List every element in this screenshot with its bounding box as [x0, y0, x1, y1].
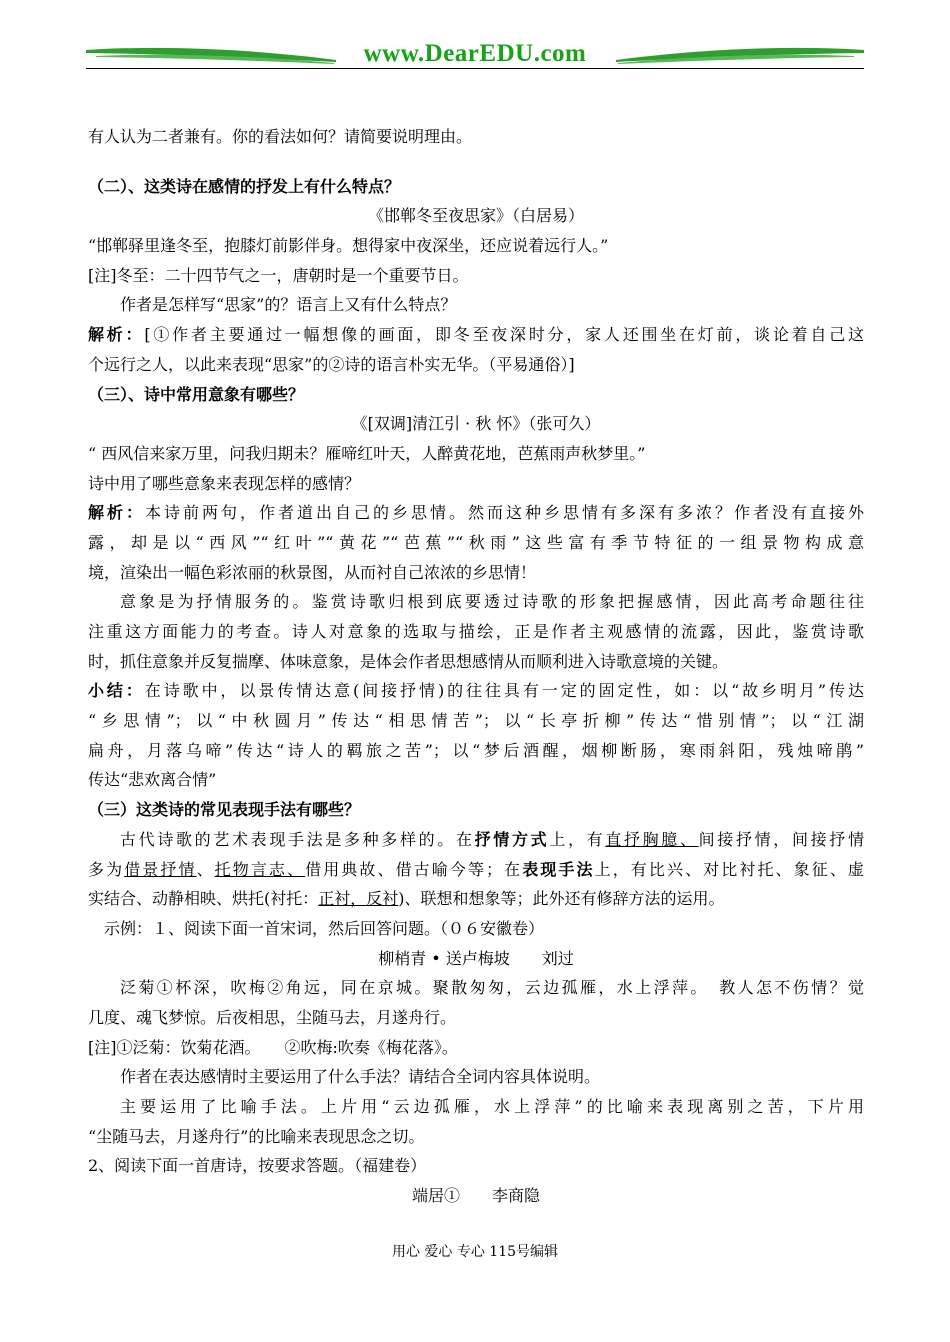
analysis-line: 解析：[①作者主要通过一幅想像的画面，即冬至夜深时分，家人还围坐在灯前，谈论着自己这 [88, 325, 864, 345]
analysis-line: 境，渲染出一幅色彩浓丽的秋景图，从而衬自己浓浓的乡思情！ [88, 562, 537, 582]
analysis-line: 露，却是以“西风”“红叶”“黄花”“芭蕉”“秋雨”这些富有季节特征的一组景物构成意 [88, 532, 864, 552]
section-heading: （二）、这类诗在感情的抒发上有什么特点？ [88, 176, 401, 196]
question: 诗中用了哪些意象来表现怎样的感情？ [88, 473, 361, 493]
poem-note: [注]①泛菊：饮菊花酒。 ②吹梅:吹奏《梅花落》。 [88, 1037, 458, 1057]
question: 作者是怎样写“思家”的？语言上又有什么特点？ [120, 295, 457, 315]
summary-line: “乡思情”；以“中秋圆月”传达“相思情苦”；以“长亭折柳”传达“惜别情”；以“江湖 [88, 711, 864, 731]
paragraph-line: 意象是为抒情服务的。鉴赏诗歌归根到底要透过诗歌的形象把握感情，因此高考命题往往 [120, 592, 864, 612]
answer-line: 主要运用了比喻手法。上片用“云边孤雁，水上浮萍”的比喻来表现离别之苦，下片用 [120, 1097, 864, 1116]
section-heading: （三）、诗中常用意象有哪些？ [88, 384, 305, 404]
example-line: 示例：１、阅读下面一首宋词，然后回答问题。（０６安徽卷） [104, 918, 545, 938]
poem-title: 《[双调]清江引 · 秋 怀》（张可久） [351, 414, 601, 434]
analysis-line: 个远行之人，以此来表现“思家”的②诗的语言朴实无华。（平易通俗）] [88, 354, 575, 374]
poem-text: “邯郸驿里逢冬至，抱膝灯前影伴身。想得家中夜深坐，还应说着远行人。” [88, 236, 609, 256]
document-body [88, 122, 864, 1211]
paragraph-line: 多为借景抒情、托物言志、借用典故、借古喻今等；在表现手法上，有比兴、对比衬托、象征、虚 [88, 859, 864, 879]
analysis-line: 解析：本诗前两句，作者道出自己的乡思情。然而这种乡思情有多深有多浓？作者没有直接外 [88, 503, 864, 523]
poem-title: 端居① 李商隐 [411, 1186, 540, 1206]
poem-title: 柳梢青 • 送卢梅坡 刘过 [378, 948, 574, 968]
poem-text: “ 西风信来家万里，问我归期未？雁啼红叶天，人醉黄花地，芭蕉雨声秋梦里。” [88, 443, 646, 463]
summary-line: 小结：在诗歌中，以景传情达意(间接抒情)的往往具有一定的固定性，如：以“故乡明月”传达 [88, 681, 864, 701]
text-line: 有人认为二者兼有。你的看法如何？请简要说明理由。 [88, 127, 473, 146]
poem-text: 几度、魂飞梦惊。后夜相思，尘随马去，月遂舟行。 [88, 1007, 457, 1027]
site-header [86, 38, 864, 72]
header-divider [86, 68, 864, 69]
page-footer: 用心 爱心 专心 115号编辑 [391, 1244, 559, 1260]
poem-title: 《邯郸冬至夜思家》（白居易） [367, 206, 584, 226]
example-line: 2、阅读下面一首唐诗，按要求答题。（福建卷） [88, 1156, 427, 1176]
site-logo: www.DearEDU.com [86, 40, 864, 68]
paragraph-line: 注重这方面能力的考查。诗人对意象的选取与描绘，正是作者主观感情的流露，因此，鉴赏诗歌 [88, 622, 864, 641]
paragraph-line: 时，抓住意象并反复揣摩、体味意象，是体会作者思想感情从而顺利进入诗歌意境的关键。 [88, 651, 729, 671]
paragraph-line: 古代诗歌的艺术表现手法是多种多样的。在抒情方式上，有直抒胸臆、间接抒情，间接抒情 [120, 829, 864, 849]
answer-line: “尘随马去，月遂舟行”的比喻来表现思念之切。 [88, 1126, 425, 1146]
poem-note: [注]冬至：二十四节气之一，唐朝时是一个重要节日。 [88, 265, 469, 285]
summary-line: 传达“悲欢离合情” [88, 770, 217, 790]
question: 作者在表达感情时主要运用了什么手法？请结合全词内容具体说明。 [120, 1067, 601, 1087]
section-heading: （三）这类诗的常见表现手法有哪些？ [88, 800, 361, 820]
poem-text: 泛菊①杯深，吹梅②角远，同在京城。聚散匆匆，云边孤雁，水上浮萍。 教人怎不伤情？觉 [120, 978, 864, 998]
paragraph-line: 实结合、动静相映、烘托(衬托：正衬，反衬)、联想和想象等；此外还有修辞方法的运用。 [88, 889, 725, 909]
summary-line: 扁舟，月落乌啼”传达“诗人的羁旅之苦”；以“梦后酒醒，烟柳断肠，寒雨斜阳，残烛啼鹃” [88, 740, 864, 760]
